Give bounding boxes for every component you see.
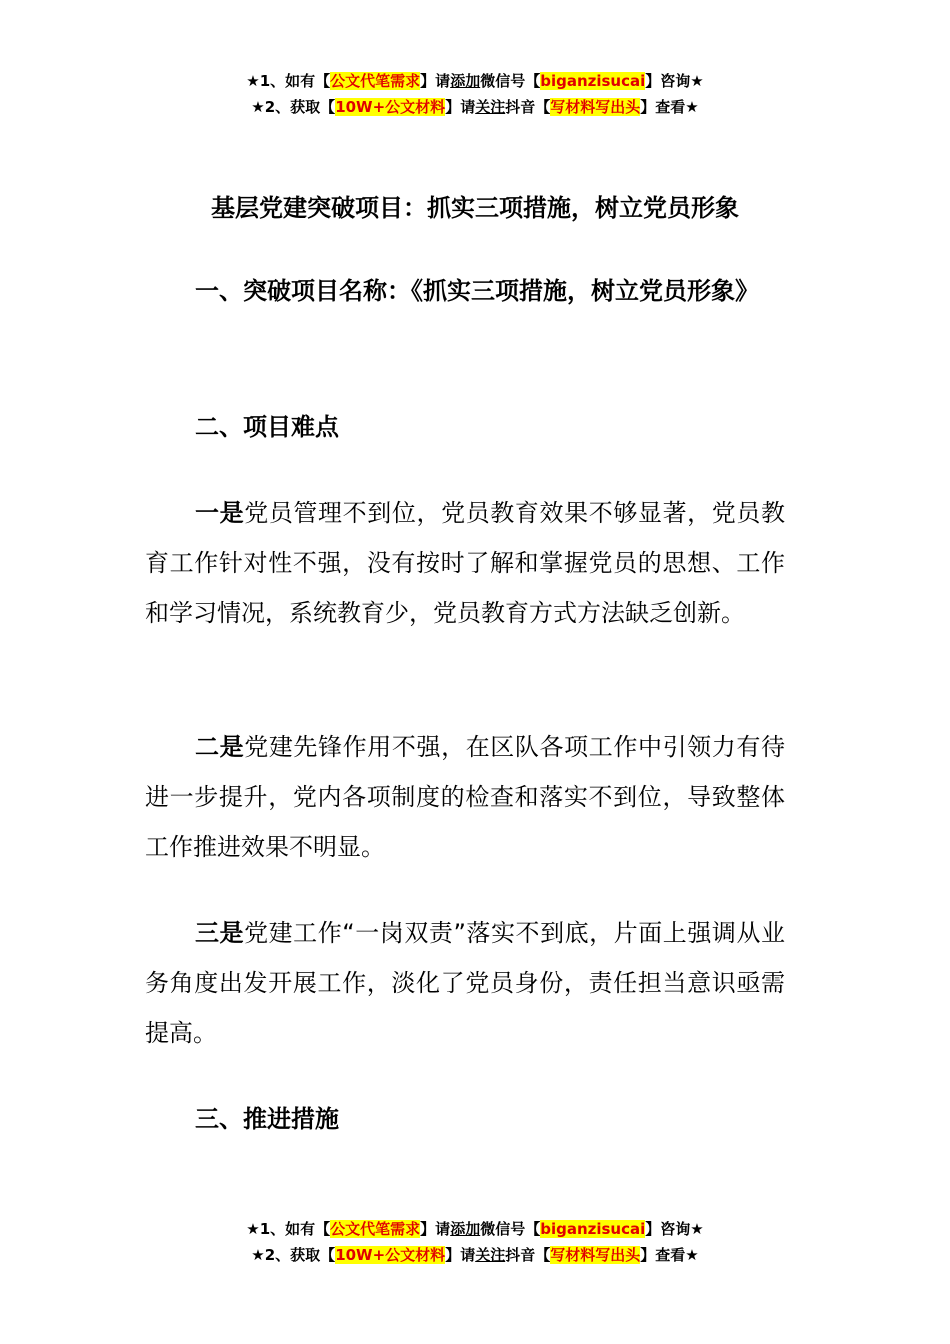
banner-line-2: [0, 94, 950, 120]
paragraph-lead: 一是: [195, 499, 245, 527]
banner-highlight: 公文代笔需求: [330, 72, 421, 90]
section-heading-1: 一、突破项目名称：《抓实三项措施，树立党员形象》: [195, 277, 759, 305]
section-heading-2: 二、项目难点: [195, 413, 339, 441]
banner-text: ★2、获取【: [251, 98, 336, 116]
paragraph-2: [145, 722, 785, 872]
banner-text: 】请: [445, 98, 476, 116]
banner-highlight-douyin: 写材料写出头: [550, 98, 641, 116]
banner-text: 抖音【: [505, 98, 551, 116]
banner-line-2: [0, 1242, 950, 1268]
section-heading-3: 三、推进措施: [195, 1105, 339, 1133]
banner-text: 】请: [445, 1246, 476, 1264]
banner-line-1: [0, 1216, 950, 1242]
paragraph-lead: 三是: [195, 919, 245, 947]
paragraph-text: 党员管理不到位，党员教育效果不够显著，党员教育工作针对性不强，没有按时了解和掌握党员的思想、工作和学习情况，系统教育少，党员教育方式方法缺乏创新。: [145, 499, 785, 627]
banner-highlight-wechat: biganzisucai: [540, 1220, 646, 1238]
banner-text: ★1、如有【: [246, 1220, 331, 1238]
banner-line-1: [0, 68, 950, 94]
banner-text: 抖音【: [505, 1246, 551, 1264]
banner-text: 微信号【: [480, 72, 541, 90]
banner-highlight: 10W+公文材料: [335, 1246, 446, 1264]
paragraph-1: [145, 488, 785, 638]
banner-highlight: 公文代笔需求: [330, 1220, 421, 1238]
paragraph-lead: 二是: [195, 733, 245, 761]
banner-text: 】查看★: [640, 1246, 699, 1264]
banner-text: 】请: [420, 1220, 451, 1238]
banner-text: ★2、获取【: [251, 1246, 336, 1264]
banner-text: 】查看★: [640, 98, 699, 116]
banner-underline: 添加: [450, 1220, 481, 1238]
banner-highlight-wechat: biganzisucai: [540, 72, 646, 90]
banner-underline: 关注: [475, 98, 506, 116]
banner-text: 】咨询★: [645, 72, 704, 90]
banner-text: 】请: [420, 72, 451, 90]
banner-highlight: 10W+公文材料: [335, 98, 446, 116]
banner-text: 微信号【: [480, 1220, 541, 1238]
banner-underline: 添加: [450, 72, 481, 90]
banner-text: 】咨询★: [645, 1220, 704, 1238]
footer-banner: [0, 1216, 950, 1268]
document-title: 基层党建突破项目：抓实三项措施，树立党员形象: [211, 194, 739, 222]
paragraph-3: [145, 908, 785, 1058]
header-banner: [0, 68, 950, 120]
banner-highlight-douyin: 写材料写出头: [550, 1246, 641, 1264]
banner-text: ★1、如有【: [246, 72, 331, 90]
paragraph-text: 党建先锋作用不强，在区队各项工作中引领力有待进一步提升，党内各项制度的检查和落实不到位，导致整体工作推进效果不明显。: [145, 733, 785, 861]
paragraph-text: 党建工作“一岗双责”落实不到底，片面上强调从业务角度出发开展工作，淡化了党员身份，责任担当意识亟需提高。: [145, 919, 785, 1047]
banner-underline: 关注: [475, 1246, 506, 1264]
